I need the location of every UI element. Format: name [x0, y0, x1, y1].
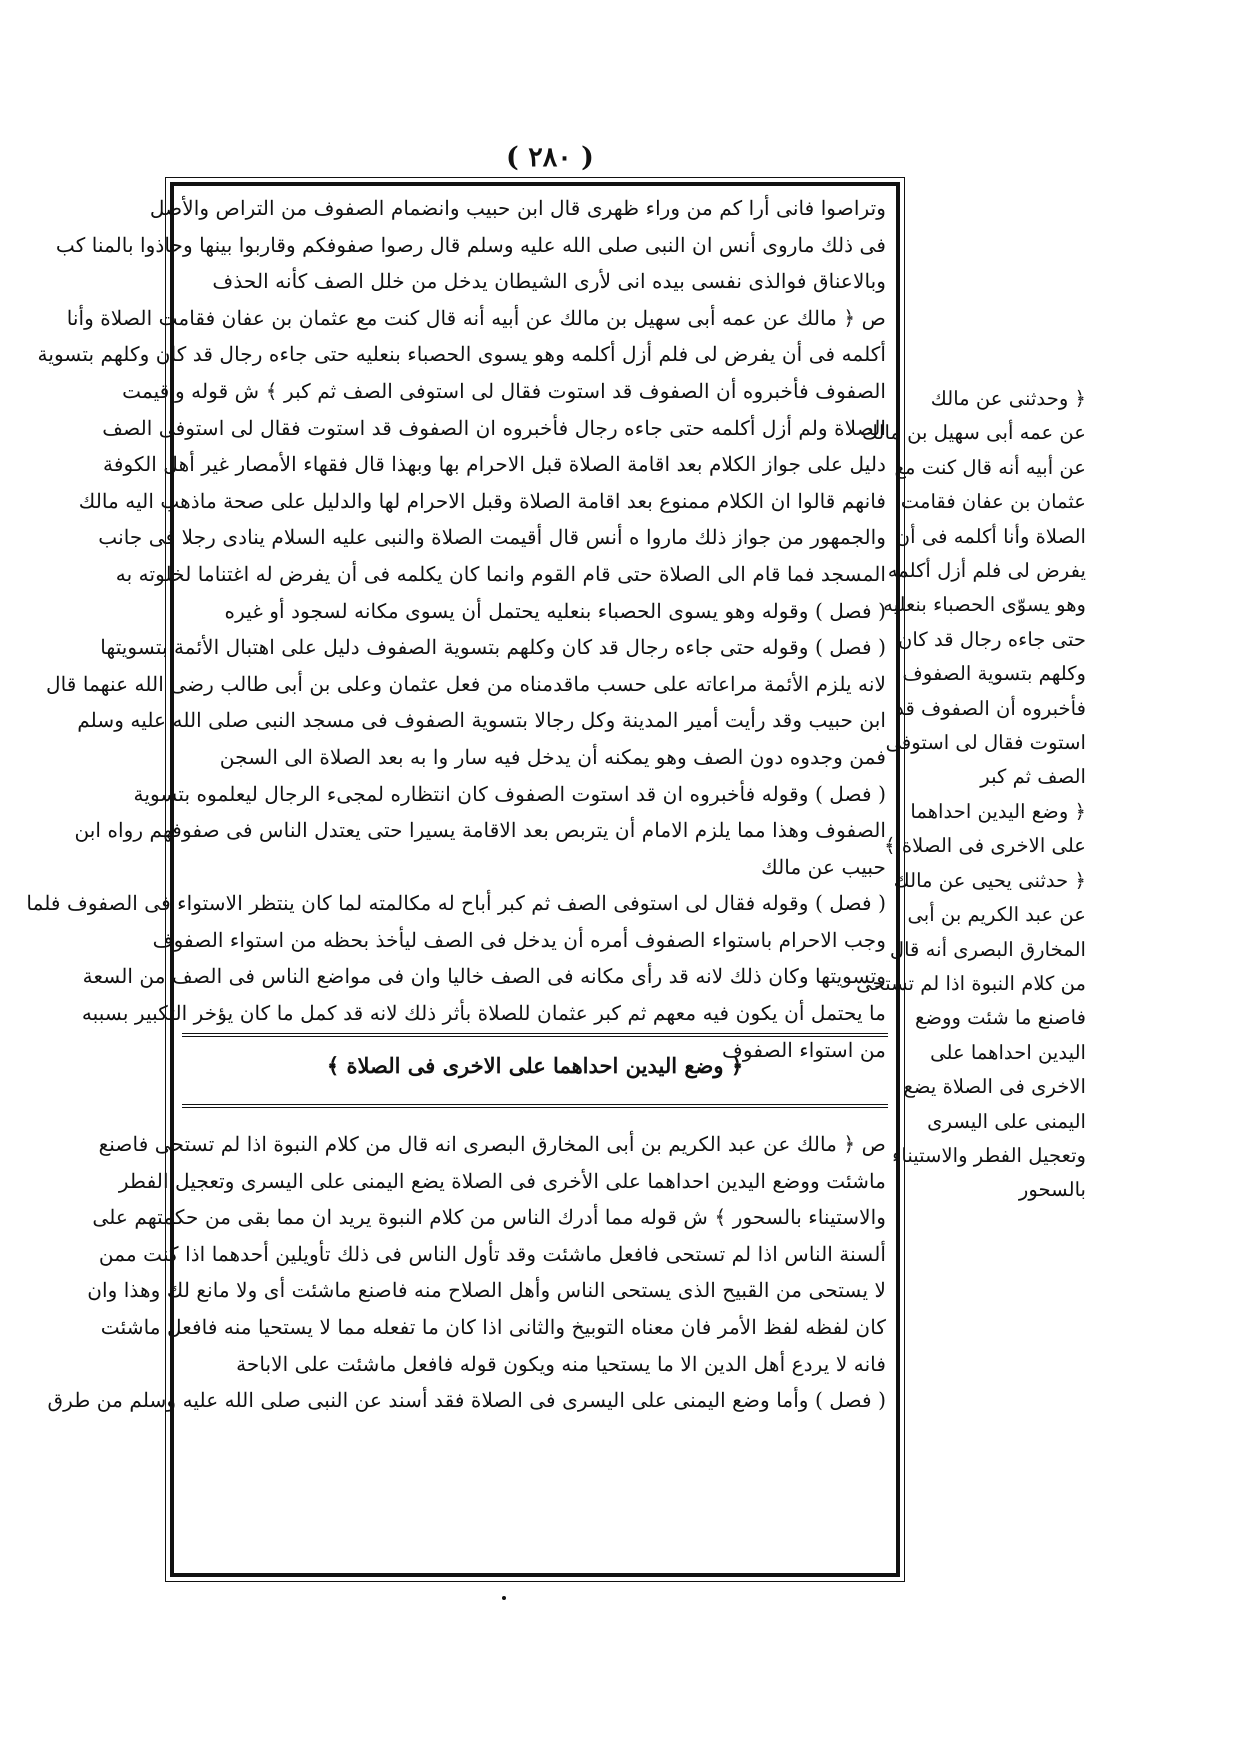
text-line: المسجد فما قام الى الصلاة حتى قام القوم وانما كان يكلمه فى أن يفرض له اغتناما لخلوته به — [115, 561, 886, 586]
page-number: ( ٢٨٠ ) — [506, 142, 594, 173]
margin-line: اليمنى على اليسرى — [927, 1109, 1086, 1133]
text-line: ( فصل ) وقوله فقال لى استوفى الصف ثم كبر أباح له مكالمته لما كان ينتظر الاستواء فى الصفوف فلما — [26, 891, 886, 916]
margin-line: المخارق البصرى أنه قال — [889, 937, 1086, 961]
margin-line: وكلهم بتسوية الصفوف — [902, 662, 1086, 686]
text-line: دليل على جواز الكلام بعد اقامة الصلاة قبل الاحرام بها وبهذا قال فقهاء الأمصار غير أهل الكوفة — [103, 452, 886, 477]
heading-rule-top — [182, 1033, 888, 1037]
text-line: وتسويتها وكان ذلك لانه قد رأى مكانه فى الصف خاليا وان فى مواضع الناس فى الصف من السعة — [82, 964, 886, 989]
text-line: ص ﴿ مالك عن عبد الكريم بن أبى المخارق البصرى انه قال من كلام النبوة اذا لم تستحى فاصنع — [98, 1132, 886, 1156]
margin-line: يفرض لى فلم أزل أكلمه — [887, 559, 1086, 583]
commentary-top-block — [26, 190, 886, 1068]
margin-hadith-text — [856, 382, 1086, 1208]
chapter-heading-box — [182, 1025, 888, 1118]
text-line: حبيب عن مالك — [761, 854, 886, 879]
margin-line: من كلام النبوة اذا لم تستحى — [856, 971, 1086, 995]
margin-line: ﴿ وحدثنى عن مالك — [930, 387, 1086, 410]
text-line: وتراصوا فانى أرا كم من وراء ظهرى قال ابن حبيب وانضمام الصفوف من التراص والأصل — [149, 196, 886, 220]
margin-line: عن عمه أبى سهيل بن مالك — [861, 421, 1086, 445]
margin-line: الاخرى فى الصلاة يضع — [903, 1075, 1086, 1099]
margin-line: الصف ثم كبر — [980, 765, 1086, 789]
text-line: كان لفظه لفظ الأمر فان معناه التوبيخ والثانى اذا كان ما تفعله مما لا يستحيا منه فافعل ماشئت — [100, 1314, 886, 1339]
text-line: ( فصل ) وقوله فأخبروه ان قد استوت الصفوف كان انتظاره لمجىء الرجال ليعلموه بتسوية — [133, 781, 886, 806]
text-line: من استواء الصفوف — [722, 1037, 886, 1062]
text-line: ألسنة الناس اذا لم تستحى فافعل ماشئت وقد تأول الناس فى ذلك تأويلين أحدهما اذا كنت ممن — [98, 1241, 886, 1266]
text-line: فانهم قالوا ان الكلام ممنوع بعد اقامة الصلاة وقبل الاحرام لها والدليل على صحة ماذهب اليه مالك — [78, 488, 886, 513]
chapter-heading: ﴿ وضع اليدين احداهما على الاخرى فى الصلاة ﴾ — [326, 1053, 744, 1078]
text-line: لانه يلزم الأئمة مراعاته على حسب ماقدمناه من فعل عثمان وعلى بن أبى طالب رضى الله عنهما قال — [45, 671, 886, 696]
text-line: فمن وجدوه دون الصف وهو يمكنه أن يدخل فيه سار وا به بعد الصلاة الى السجن — [219, 744, 886, 769]
text-line: ( فصل ) وأما وضع اليمنى على اليسرى فى الصلاة فقد أسند عن النبى صلى الله عليه وسلم من طرق — [47, 1388, 886, 1413]
text-line: ص ﴿ مالك عن عمه أبى سهيل بن مالك عن أبيه أنه قال كنت مع عثمان بن عفان فقامت الصلاة وأنا — [66, 305, 886, 330]
margin-line: وهو يسوّى الحصباء بنعليه — [883, 593, 1086, 617]
margin-line: عن عبد الكريم بن أبى — [907, 903, 1086, 927]
text-line: ما يحتمل أن يكون فيه معهم ثم كبر عثمان للصلاة بأثر ذلك لانه قد كمل ما كان يؤخر التكبير بسببه — [81, 1001, 886, 1026]
margin-line: عن أبيه أنه قال كنت مع — [894, 455, 1086, 479]
margin-line: فاصنع ما شئت ووضع — [914, 1006, 1086, 1030]
heading-rule-bottom — [182, 1104, 888, 1108]
text-line: ماشئت ووضع اليدين احداهما على الأخرى فى الصلاة يضع اليمنى على اليسرى وتعجيل الفطر — [118, 1168, 886, 1193]
text-line: لا يستحى من القبيح الذى يستحى الناس وأهل الصلاح منه فاصنع ماشئت أى ولا مانع لك وهذا وان — [87, 1278, 886, 1303]
margin-line: اليدين احداهما على — [930, 1040, 1086, 1064]
text-line: وبالاعناق فوالذى نفسى بيده انى لأرى الشيطان يدخل من خلل الصف كأنه الحذف — [212, 269, 886, 294]
margin-line: عثمان بن عفان فقامت — [900, 490, 1086, 514]
margin-line: وتعجيل الفطر والاستيناء — [892, 1143, 1086, 1167]
text-line: ( فصل ) وقوله حتى جاءه رجال قد كان وكلهم بتسوية الصفوف دليل على اهتبال الأئمة بتسويتها — [100, 635, 886, 660]
margin-line: على الاخرى فى الصلاة ﴾ — [884, 834, 1086, 858]
margin-line: استوت فقال لى استوفى — [885, 731, 1086, 755]
margin-line: ﴿ حدثنى يحيى عن مالك — [893, 868, 1086, 892]
margin-line: ﴿ وضع اليدين احداهما — [910, 799, 1086, 823]
text-line: ابن حبيب وقد رأيت أمير المدينة وكل رجالا بتسوية الصفوف فى مسجد النبى صلى الله عليه وسلم — [77, 708, 886, 733]
commentary-bottom-block — [47, 1126, 886, 1419]
margin-line: حتى جاءه رجال قد كان — [898, 627, 1086, 651]
text-line: وجب الاحرام باستواء الصفوف أمره أن يدخل فى الصف ليأخذ بحظه من استواء الصفوف — [152, 927, 886, 952]
text-line: الصلاة ولم أزل أكلمه حتى جاءه رجال فأخبروه ان الصفوف قد استوت فقال لى استوفى الصف — [102, 415, 886, 440]
margin-line: فأخبروه أن الصفوف قد — [895, 696, 1086, 720]
main-text-frame — [26, 182, 900, 1577]
margin-line: الصلاة وأنا أكلمه فى أن — [895, 524, 1086, 548]
text-line: والاستيناء بالسحور ﴾ ش قوله مما أدرك الناس من كلام النبوة يريد ان مما بقى من حكمتهم على — [92, 1205, 886, 1230]
footer-dot — [502, 1596, 506, 1600]
text-line: والجمهور من جواز ذلك ماروا ه أنس قال أقيمت الصلاة والنبى عليه السلام ينادى رجلا فى جانب — [98, 525, 886, 550]
margin-line: بالسحور — [1018, 1178, 1086, 1202]
text-line: أكلمه فى أن يفرض لى فلم أزل أكلمه وهو يسوى الحصباء بنعليه حتى جاءه رجال قد كان وكلهم بتسوية — [37, 342, 886, 367]
text-line: الصفوف فأخبروه أن الصفوف قد استوت فقال لى استوفى الصف ثم كبر ﴾ ش قوله وأقيمت — [122, 378, 886, 403]
text-line: فى ذلك ماروى أنس ان النبى صلى الله عليه وسلم قال رصوا صفوفكم وقاربوا بينها وحاذوا بالمنا كب — [55, 232, 886, 257]
text-line: فانه لا يردع أهل الدين الا ما يستحيا منه ويكون قوله فافعل ماشئت على الاباحة — [236, 1351, 886, 1376]
text-line: الصفوف وهذا مما يلزم الامام أن يتربص بعد الاقامة يسيرا حتى يعتدل الناس فى صفوفهم رواه ابن — [74, 818, 886, 843]
text-line: ( فصل ) وقوله وهو يسوى الحصباء بنعليه يحتمل أن يسوى مكانه لسجود أو غيره — [224, 598, 886, 623]
